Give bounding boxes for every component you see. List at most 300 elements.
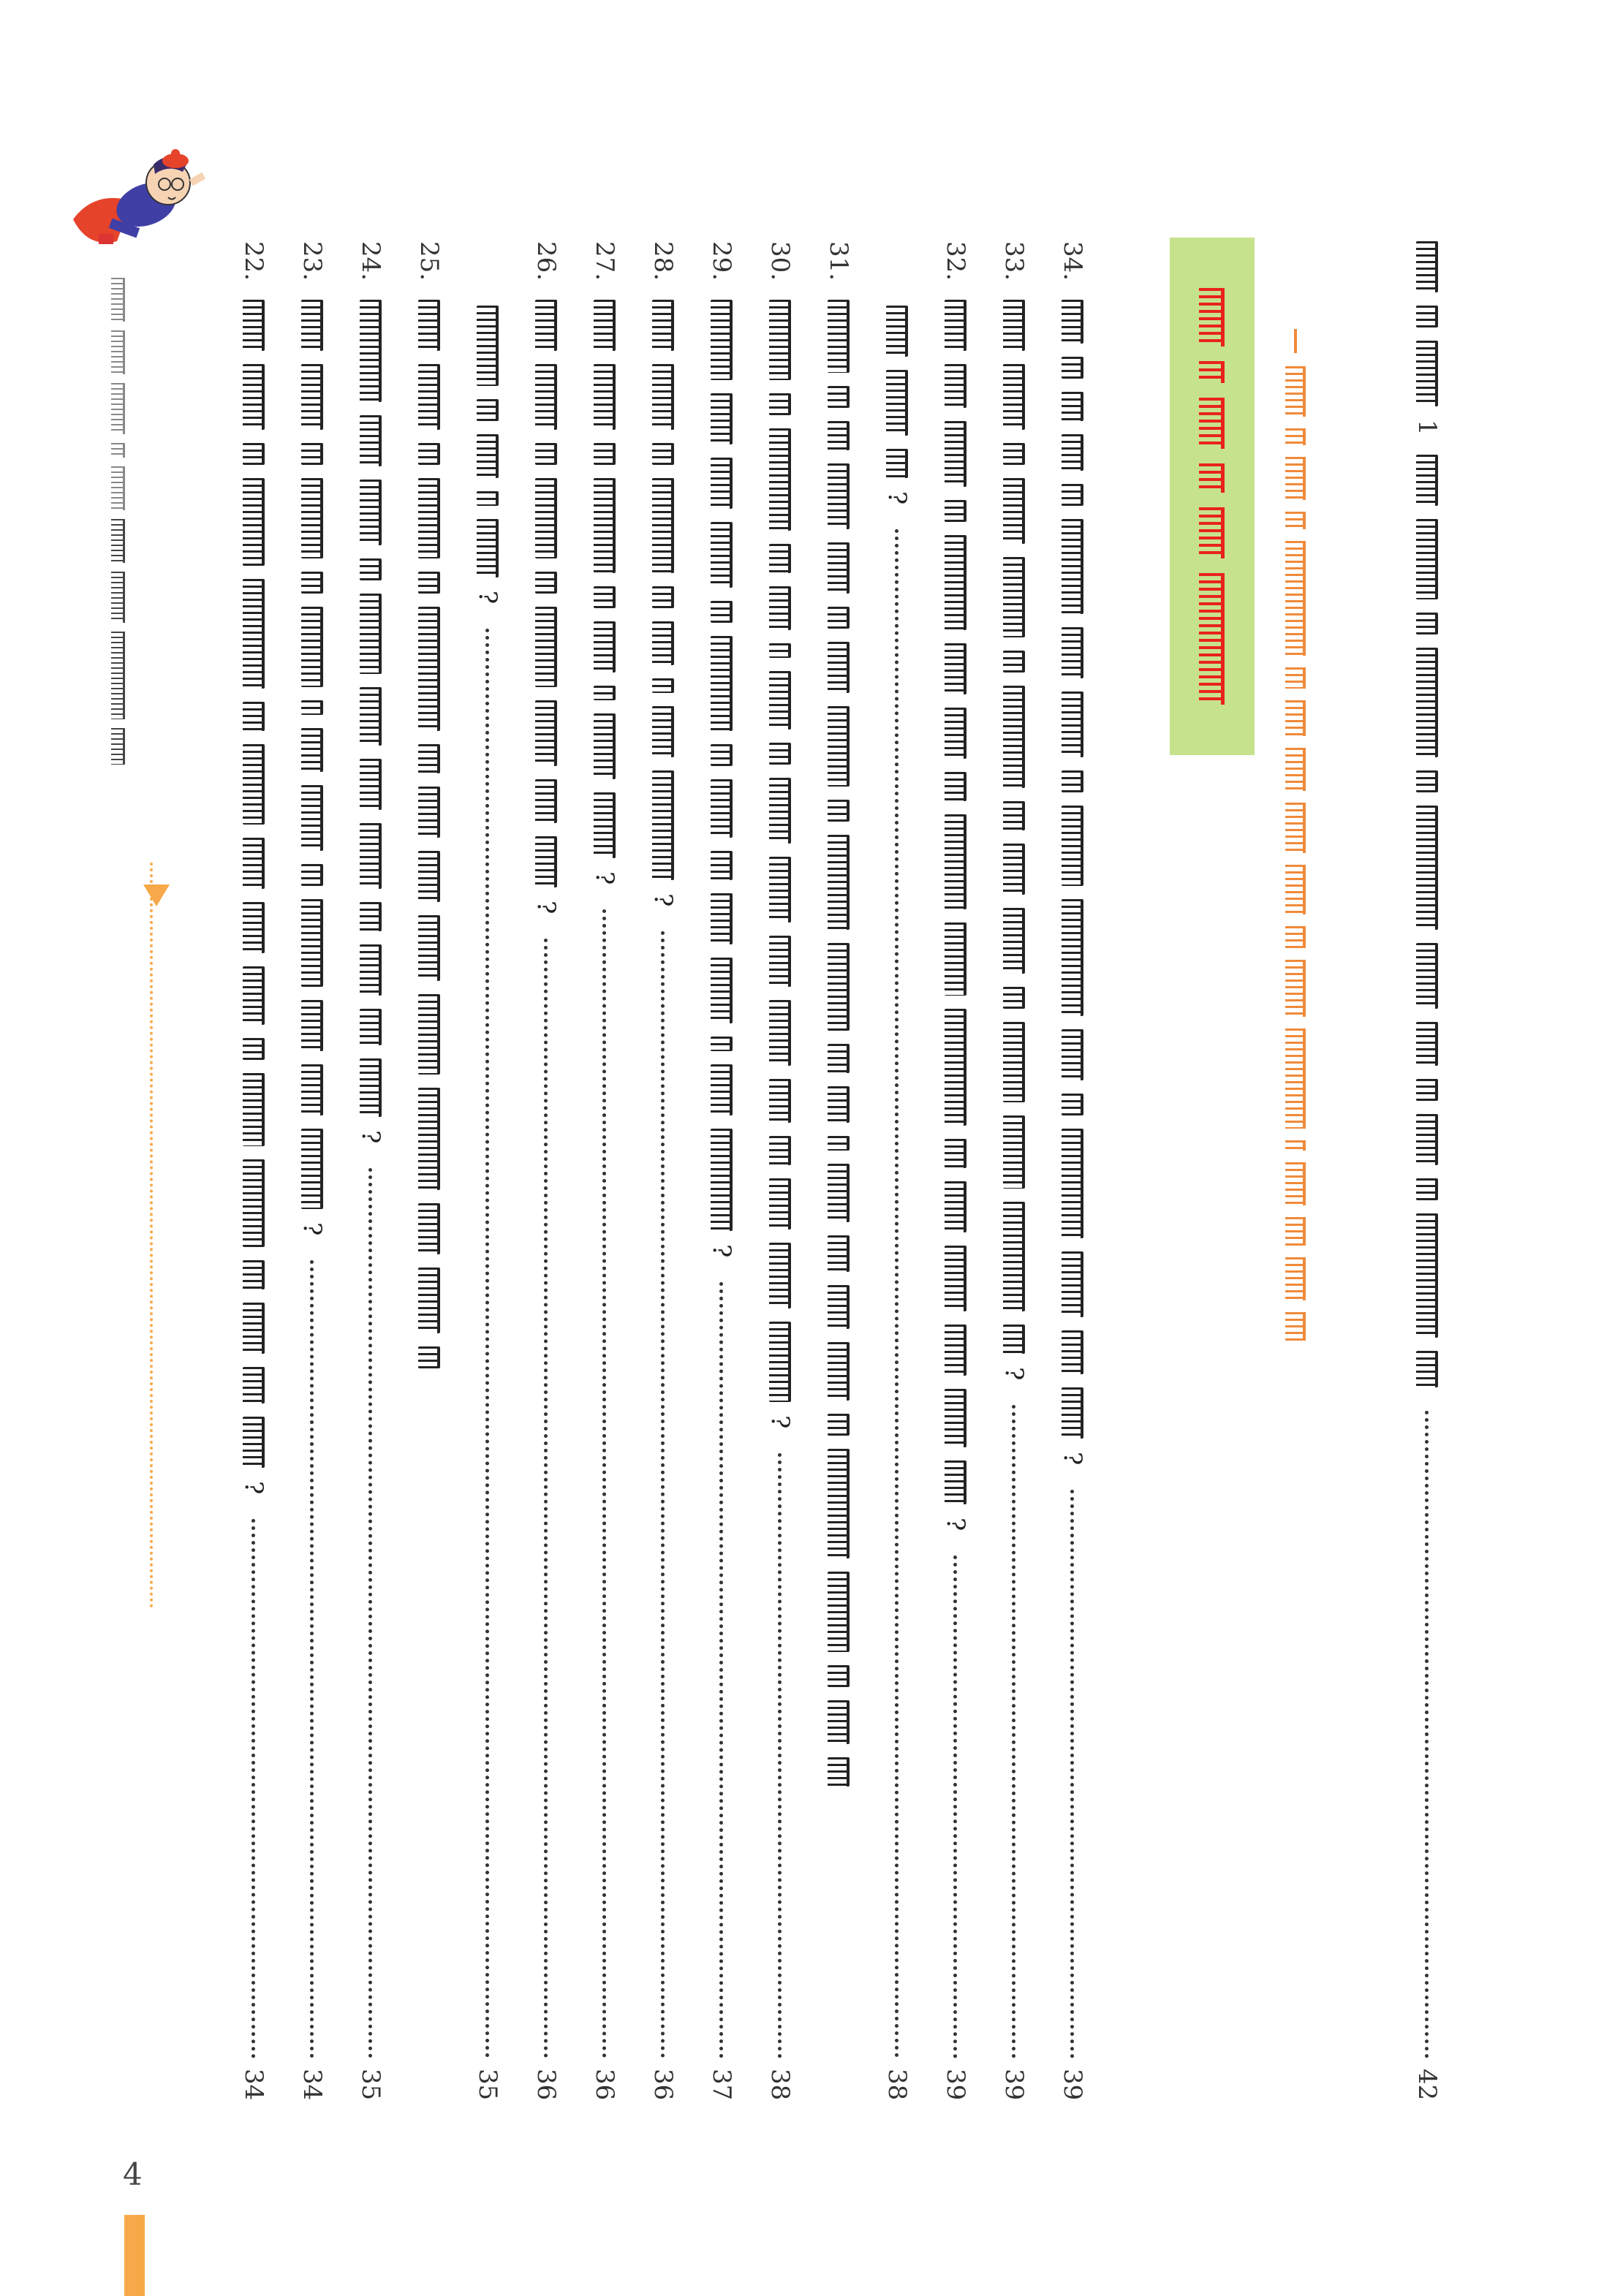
mongolian-word	[945, 1181, 966, 1232]
mongolian-word	[945, 421, 966, 487]
toc-entry[interactable]	[939, 241, 972, 2113]
mongolian-word	[769, 743, 791, 765]
mongolian-word	[594, 713, 616, 779]
mongolian-word	[535, 478, 557, 558]
mongolian-word	[1003, 686, 1025, 788]
mongolian-word	[828, 300, 850, 373]
mongolian-word	[711, 1129, 733, 1231]
mongolian-word	[1416, 1022, 1438, 1066]
section-subtitle	[1281, 329, 1310, 1352]
mongolian-word	[1062, 770, 1083, 792]
mongolian-word	[1285, 1028, 1306, 1129]
mongolian-word	[243, 966, 265, 1025]
mongolian-word	[301, 1000, 323, 1051]
toc-entry[interactable]	[764, 241, 796, 2113]
mongolian-word	[769, 544, 791, 573]
question-mark: ?	[1058, 1452, 1087, 1466]
mongolian-word	[1416, 455, 1438, 506]
mongolian-word	[711, 393, 733, 444]
mongolian-word	[769, 1136, 791, 1165]
mongolian-word	[418, 787, 440, 838]
mongolian-word	[1062, 357, 1083, 379]
mongolian-word	[112, 383, 126, 434]
mongolian-word	[1003, 908, 1025, 974]
mongolian-word	[1200, 361, 1225, 383]
mongolian-word	[945, 643, 966, 694]
mongolian-word	[360, 823, 382, 889]
mongolian-word	[477, 491, 499, 506]
mongolian-word	[1285, 457, 1306, 500]
mongolian-word	[945, 1460, 966, 1504]
mongolian-word	[711, 958, 733, 1023]
page-number: 4	[123, 2156, 143, 2192]
mongolian-word	[243, 579, 265, 689]
mongolian-word	[945, 535, 966, 630]
entry-number: 34.	[1058, 241, 1087, 281]
page-ref: 36	[590, 2069, 619, 2101]
mongolian-word	[1416, 1079, 1438, 1101]
mongolian-word	[769, 778, 791, 844]
mongolian-word	[1416, 1178, 1438, 1200]
mongolian-word	[945, 500, 966, 522]
mongolian-word	[360, 759, 382, 810]
mongolian-word	[828, 607, 850, 629]
page-ref: 39	[1058, 2069, 1087, 2101]
mongolian-word	[1416, 613, 1438, 634]
toc-entry[interactable]	[530, 241, 562, 2113]
question-mark: ?	[648, 893, 678, 907]
mongolian-word	[243, 443, 265, 465]
mongolian-word	[652, 478, 674, 573]
mongolian-word	[828, 1086, 850, 1123]
mongolian-word	[1200, 573, 1225, 705]
mongolian-word	[945, 708, 966, 759]
mongolian-word	[535, 300, 557, 351]
mongolian-word	[1003, 1202, 1025, 1311]
mongolian-word	[535, 607, 557, 687]
mongolian-word	[1200, 288, 1225, 346]
decorative-orange-bar	[124, 2215, 145, 2296]
mongolian-word	[1003, 1115, 1025, 1189]
toc-heading	[1411, 241, 1443, 2113]
mongolian-word	[1003, 1325, 1025, 1354]
toc-entry[interactable]	[647, 241, 679, 2113]
mongolian-word	[1416, 648, 1438, 757]
mongolian-word	[112, 466, 126, 510]
entry-number: 32.	[941, 241, 970, 281]
mongolian-word	[828, 1700, 850, 1744]
mongolian-word	[945, 364, 966, 408]
flying-boy-mascot-icon	[66, 132, 212, 278]
mongolian-word	[360, 300, 382, 402]
mongolian-word	[301, 478, 323, 558]
entry-number: 25.	[415, 241, 444, 281]
mongolian-word	[828, 1285, 850, 1329]
mongolian-word	[301, 1064, 323, 1115]
mongolian-word	[418, 607, 440, 731]
mongolian-word	[828, 943, 850, 1031]
leader-dots	[545, 939, 548, 2058]
mongolian-word	[301, 700, 323, 715]
mongolian-word	[1062, 1251, 1083, 1317]
mongolian-word	[243, 478, 265, 566]
mongolian-word	[301, 572, 323, 594]
toc-entry[interactable]	[413, 241, 445, 2113]
page-ref: 39	[941, 2069, 970, 2101]
mongolian-word	[112, 632, 126, 719]
mongolian-word	[535, 364, 557, 430]
mongolian-word	[243, 1417, 265, 1468]
mongolian-word	[828, 1136, 850, 1151]
mongolian-word	[769, 857, 791, 922]
toc-entry[interactable]	[355, 241, 387, 2113]
mongolian-word	[360, 558, 382, 580]
mongolian-word	[1062, 806, 1083, 886]
mongolian-word	[711, 522, 733, 588]
leader-dots	[662, 931, 665, 2058]
mongolian-word	[243, 744, 265, 825]
mongolian-word	[828, 1665, 850, 1687]
leader-dots	[311, 1260, 314, 2058]
mongolian-word	[828, 642, 850, 693]
toc-entry[interactable]	[238, 241, 270, 2113]
question-mark: ?	[298, 1222, 327, 1236]
mongolian-word	[418, 994, 440, 1075]
mongolian-word	[535, 779, 557, 823]
mongolian-word	[652, 706, 674, 757]
mongolian-word	[886, 449, 908, 478]
mongolian-word	[652, 364, 674, 430]
mongolian-word	[1062, 692, 1083, 757]
mongolian-word	[243, 838, 265, 889]
leader-dots	[1426, 1411, 1429, 2058]
mongolian-word	[769, 1178, 791, 1230]
mongolian-word	[945, 1389, 966, 1447]
mongolian-word	[828, 386, 850, 408]
toc-entry[interactable]	[822, 241, 855, 2113]
leader-dots	[779, 1453, 782, 2058]
mongolian-word	[418, 364, 440, 430]
mongolian-word	[477, 399, 499, 421]
mongolian-word	[594, 621, 616, 672]
mongolian-word	[828, 1414, 850, 1436]
mongolian-word	[828, 542, 850, 594]
mongolian-word	[1003, 557, 1025, 637]
entry-number: 30.	[765, 241, 795, 281]
mongolian-word	[360, 415, 382, 466]
mongolian-word	[477, 434, 499, 478]
mongolian-word	[301, 300, 323, 351]
leader-dots	[896, 529, 899, 2058]
page-ref: 35	[356, 2069, 385, 2101]
running-footer	[110, 278, 127, 863]
mongolian-word	[1416, 341, 1438, 406]
mongolian-word	[594, 443, 616, 465]
mongolian-word	[769, 671, 791, 730]
mongolian-word	[1416, 1213, 1438, 1338]
mongolian-word	[360, 687, 382, 746]
mongolian-word	[828, 1044, 850, 1073]
mongolian-word	[1062, 627, 1083, 678]
mongolian-word	[945, 300, 966, 351]
mongolian-word	[418, 915, 440, 981]
mongolian-word	[418, 443, 440, 465]
mongolian-word	[828, 421, 850, 450]
mongolian-word	[828, 1235, 850, 1272]
page-ref: 39	[999, 2069, 1029, 2101]
mongolian-word	[418, 572, 440, 594]
mongolian-word	[1062, 1029, 1083, 1080]
mongolian-word	[1285, 700, 1306, 736]
mongolian-word	[711, 893, 733, 944]
mongolian-word	[360, 902, 382, 931]
decorative-dotted-line	[150, 863, 153, 1608]
mongolian-word	[301, 728, 323, 772]
question-mark: ?	[473, 591, 502, 605]
mongolian-word	[1416, 1351, 1438, 1387]
mongolian-word	[1416, 519, 1438, 599]
mongolian-word	[1416, 241, 1438, 292]
mongolian-word	[769, 643, 791, 658]
subtitle-dash	[1294, 329, 1297, 353]
mongolian-word	[1003, 364, 1025, 430]
page-ref: 36	[648, 2069, 678, 2101]
mongolian-word	[1062, 434, 1083, 471]
mongolian-word	[769, 1322, 791, 1402]
entry-number: 26.	[531, 241, 561, 281]
mongolian-word	[769, 1000, 791, 1066]
toc-entry[interactable]	[881, 241, 913, 2113]
mongolian-word	[711, 601, 733, 623]
mongolian-word	[243, 1367, 265, 1403]
toc-entry[interactable]	[1056, 241, 1089, 2113]
mongolian-word	[243, 1260, 265, 1289]
page-ref: 38	[765, 2069, 795, 2101]
mongolian-word	[594, 300, 616, 351]
mongolian-word	[945, 1325, 966, 1376]
mongolian-word	[418, 851, 440, 902]
mongolian-word	[711, 779, 733, 838]
mongolian-word	[1416, 1114, 1438, 1165]
leader-dots	[1013, 1405, 1016, 2058]
mongolian-word	[1416, 806, 1438, 930]
entry-number: 27.	[590, 241, 619, 281]
question-mark: ?	[239, 1481, 268, 1495]
mongolian-word	[418, 744, 440, 773]
page-ref: 35	[473, 2069, 502, 2101]
mongolian-word	[418, 1268, 440, 1333]
entry-number: 33.	[999, 241, 1029, 281]
mongolian-word	[945, 1139, 966, 1168]
mongolian-word	[1062, 300, 1083, 344]
mongolian-word	[769, 936, 791, 987]
leader-dots	[369, 1168, 373, 2058]
mongolian-word	[301, 899, 323, 987]
mongolian-word	[1285, 1257, 1306, 1300]
mongolian-word	[769, 428, 791, 531]
mongolian-word	[594, 792, 616, 858]
entry-number: 28.	[648, 241, 678, 281]
mongolian-word	[418, 1203, 440, 1254]
mongolian-word	[594, 364, 616, 430]
mongolian-word	[1003, 801, 1025, 830]
mongolian-word	[1003, 478, 1025, 544]
mongolian-word	[535, 836, 557, 887]
toc-entry[interactable]	[296, 241, 328, 2113]
mongolian-word	[1285, 1312, 1306, 1341]
mongolian-word	[594, 586, 616, 608]
mongolian-word	[652, 300, 674, 351]
mongolian-word	[243, 1073, 265, 1146]
mongolian-word	[1285, 803, 1306, 853]
mongolian-word	[1062, 519, 1083, 614]
mongolian-word	[769, 1079, 791, 1123]
mongolian-word	[828, 463, 850, 529]
leader-dots	[954, 1556, 958, 2058]
mongolian-word	[1285, 748, 1306, 791]
mongolian-word	[945, 922, 966, 996]
page-ref: 34	[298, 2069, 327, 2101]
mongolian-word	[711, 851, 733, 880]
mongolian-word	[1416, 306, 1438, 327]
mongolian-word	[243, 1159, 265, 1247]
mongolian-word	[1003, 443, 1025, 465]
page-ref: 42	[1412, 2069, 1442, 2101]
toc-entry[interactable]	[472, 241, 504, 2113]
question-mark: ?	[531, 901, 561, 914]
toc-entry[interactable]	[589, 241, 621, 2113]
question-mark: ?	[590, 871, 619, 885]
mongolian-word	[112, 572, 126, 623]
mongolian-word	[360, 594, 382, 674]
mongolian-word	[711, 1064, 733, 1115]
mongolian-word	[1003, 844, 1025, 895]
question-mark: ?	[941, 1518, 970, 1531]
mongolian-word	[945, 814, 966, 909]
leader-dots	[252, 1519, 256, 2058]
mongolian-word	[535, 443, 557, 465]
mongolian-word	[1285, 366, 1306, 417]
mongolian-word	[711, 1037, 733, 1051]
page-ref: 37	[707, 2069, 736, 2101]
entry-number: 24.	[356, 241, 385, 281]
mongolian-word	[945, 1246, 966, 1311]
mongolian-word	[769, 1243, 791, 1308]
mongolian-word	[1285, 1140, 1306, 1151]
mongolian-word	[1062, 1330, 1083, 1374]
mongolian-word	[243, 300, 265, 351]
mongolian-word	[112, 443, 126, 458]
mongolian-word	[535, 572, 557, 594]
entry-number: 22.	[239, 241, 268, 281]
mongolian-word	[652, 621, 674, 665]
mongolian-word	[828, 1572, 850, 1652]
mongolian-word	[1062, 392, 1083, 421]
toc-entry[interactable]	[998, 241, 1030, 2113]
question-mark: ?	[356, 1130, 385, 1144]
mongolian-word	[243, 1038, 265, 1060]
triangle-down-icon	[143, 884, 170, 906]
mongolian-word	[652, 586, 674, 608]
mongolian-word	[301, 864, 323, 886]
mongolian-word	[112, 519, 126, 563]
mongolian-word	[1003, 1022, 1025, 1102]
mongolian-word	[477, 519, 499, 577]
mongolian-word	[1285, 1162, 1306, 1205]
mongolian-word	[828, 706, 850, 787]
mongolian-word	[886, 306, 908, 357]
mongolian-word	[301, 607, 323, 687]
mongolian-word	[1285, 1217, 1306, 1246]
mongolian-word	[1003, 300, 1025, 351]
mongolian-word	[1416, 943, 1438, 1009]
question-mark: ?	[707, 1244, 736, 1258]
mongolian-word	[1062, 899, 1083, 1016]
mongolian-word	[652, 678, 674, 693]
mongolian-word	[1003, 987, 1025, 1009]
mongolian-word	[828, 1164, 850, 1222]
mongolian-word	[360, 1009, 382, 1045]
entry-number: 23.	[298, 241, 327, 281]
mongolian-word	[1062, 1129, 1083, 1238]
mongolian-word	[769, 393, 791, 415]
mongolian-word	[1062, 484, 1083, 506]
mongolian-word	[828, 800, 850, 822]
question-mark: ?	[765, 1415, 795, 1429]
entry-number: 31.	[824, 241, 853, 281]
mongolian-word	[243, 902, 265, 953]
mongolian-word	[112, 728, 126, 765]
question-mark: ?	[882, 491, 912, 505]
mongolian-word	[828, 1757, 850, 1787]
mongolian-word	[243, 702, 265, 731]
mongolian-word	[1285, 960, 1306, 1017]
mongolian-word	[711, 300, 733, 380]
mongolian-word	[1200, 463, 1225, 493]
mongolian-word	[360, 944, 382, 996]
mongolian-word	[418, 1346, 440, 1368]
mongolian-word	[1200, 398, 1225, 449]
mongolian-word	[112, 278, 126, 322]
mongolian-word	[769, 586, 791, 630]
mongolian-word	[360, 1058, 382, 1117]
mongolian-word	[652, 443, 674, 465]
mongolian-word	[301, 1129, 323, 1209]
mongolian-word	[1285, 667, 1306, 689]
mongolian-word	[243, 364, 265, 430]
leader-dots	[486, 629, 490, 2058]
mongolian-word	[1003, 651, 1025, 672]
mongolian-word	[1062, 1387, 1083, 1439]
mongolian-word	[1285, 428, 1306, 446]
question-mark: ?	[999, 1367, 1029, 1381]
section-title-box	[1170, 238, 1255, 755]
heading-number: 1	[1412, 420, 1442, 436]
mongolian-word	[945, 772, 966, 801]
mongolian-word	[1285, 865, 1306, 915]
mongolian-word	[594, 478, 616, 573]
page-ref: 36	[531, 2069, 561, 2101]
mongolian-word	[711, 458, 733, 509]
leader-dots	[1071, 1490, 1075, 2058]
mongolian-word	[886, 370, 908, 436]
page-ref: 34	[239, 2069, 268, 2101]
mongolian-word	[828, 1449, 850, 1558]
page-ref: 38	[882, 2069, 912, 2101]
mongolian-word	[711, 744, 733, 766]
toc-entry[interactable]	[705, 241, 738, 2113]
mongolian-word	[594, 686, 616, 700]
